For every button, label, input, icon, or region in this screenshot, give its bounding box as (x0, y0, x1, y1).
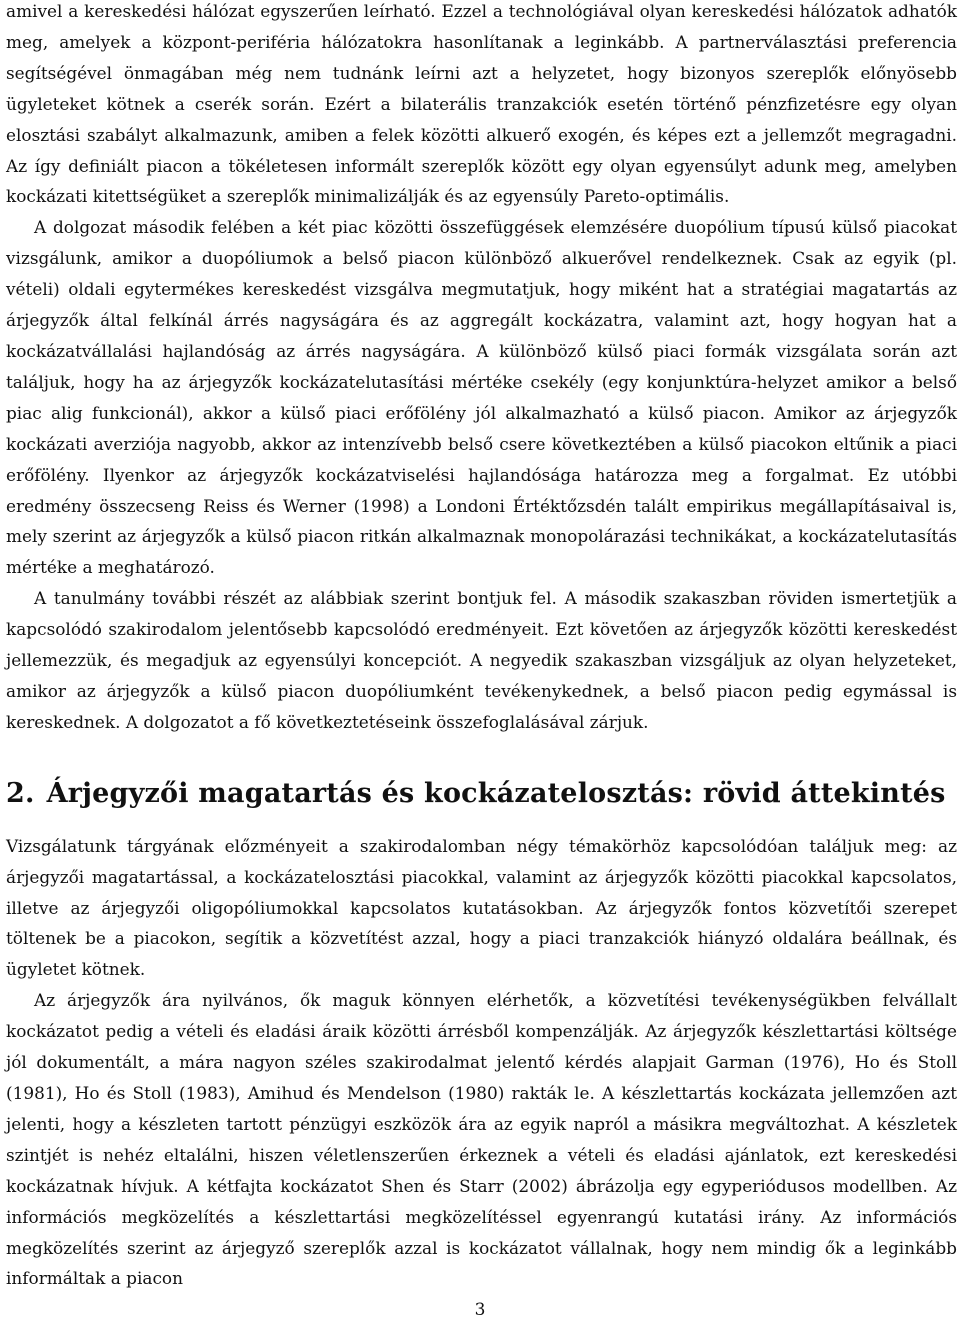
section-heading (6, 776, 957, 812)
document-page (6, 0, 957, 1294)
section-title: Árjegyzői magatartás és kockázatelosztás: rövid áttekintés (46, 777, 946, 809)
section-number: 2. (6, 777, 35, 809)
paragraph-intro-2: A dolgozat második felében a két piac közötti összefüggések elemzésére duopólium típusú külső piacokat vizsgálunk, amikor a duopóliumok a belső piacon különböző alkuerővel rendelkeznek. Csak az egyik (pl. vételi) oldali egytermékes kereskedést vizsgálva megmutatjuk, hogy miként hat a stratégiai magatartás az árjegyzők által felkínál árrés nagyságára és az aggregált kockázatra, valamint azt, hogy hogyan hat a kockázatvállalási hajlandóság az árrés nagyságára. A különböző külső piaci formák vizsgálata során azt találjuk, hogy ha az árjegyzők kockázatelutasítási mértéke csekély (egy konjunktúra-helyzet amikor a belső piac alig funkcionál), akkor a külső piaci erőfölény jól alkalmazható a külső piacon. Amikor az árjegyzők kockázati averziója nagyobb, akkor az intenzívebb belső csere következtében a külső piacokon eltűnik a piaci erőfölény. Ilyenkor az árjegyzők kockázatviselési hajlandósága határozza meg a forgalmat. Ez utóbbi eredmény összecseng Reiss és Werner (1998) a Londoni Értéktőzsdén talált empirikus megállapításaival is, mely szerint az árjegyzők a külső piacon ritkán alkalmaznak monopolárazási technikákat, a kockázatelutasítás mértéke a meghatározó. (6, 217, 957, 578)
page-number: 3 (474, 1300, 486, 1320)
paragraph-intro-1: amivel a kereskedési hálózat egyszerűen leírható. Ezzel a technológiával olyan kereskedési hálózatok adhatók meg, amelyek a központ-periféria hálózatokra hasonlítanak a leginkább. A partnerválasztási preferencia segítségével önmagában még nem tudnánk leírni azt a helyzetet, hogy bizonyos szereplők előnyösebb ügyleteket kötnek a cserék során. Ezért a bilaterális tranzakciók esetén történő pénzfizetésre egy olyan elosztási szabályt alkalmazunk, amiben a felek közötti alkuerő exogén, és képes ezt a jellemzőt megragadni. Az így definiált piacon a tökéletesen informált szereplők között egy olyan egyensúlyt adunk meg, amelyben kockázati kitettségüket a szereplők minimalizálják és az egyensúly Pareto-optimális. (6, 1, 957, 207)
paragraph-section-1: Vizsgálatunk tárgyának előzményeit a szakirodalomban négy témakörhöz kapcsolódóan találjuk meg: az árjegyzői magatartással, a kockázatelosztási piacokkal, valamint az árjegyzők közötti piacokkal kapcsolatos, illetve az árjegyzői oligopóliumokkal kapcsolatos kutatásokban. Az árjegyzők fontos közvetítői szerepet töltenek be a piacokon, segítik a közvetítést azzal, hogy a piaci tranzakciók hiányzó oldalára beállnak, és ügyletet kötnek. (6, 835, 957, 980)
paragraph-section-2: Az árjegyzők ára nyilvános, ők maguk könnyen elérhetők, a közvetítési tevékenységükben felvállalt kockázatot pedig a vételi és eladási áraik közötti árrésből kompenzálják. Az árjegyzők készlettartási költsége jól dokumentált, a mára nagyon széles szakirodalmat jelentő kérdés alapjait Garman (1976), Ho és Stoll (1981), Ho és Stoll (1983), Amihud és Mendelson (1980) rakták le. A készlettartás kockázata jellemzően azt jelenti, hogy a készleten tartott pénzügyi eszközök ára az egyik napról a másikra megváltozhat. A készletek szintjét is nehéz eltalálni, hiszen véletlenszerűen érkeznek a vételi és eladási ajánlatok, ezt kereskedési kockázatnak hívjuk. A kétfajta kockázatot Shen és Starr (2002) ábrázolja egy egyperiódusos modellben. Az információs megközelítés a készlettartási megközelítéssel egyenrangú kutatási irány. Az információs megközelítés szerint az árjegyző szereplők azzal is kockázatot vállalnak, hogy nem mindig ők a leginkább informáltak a piacon (6, 990, 957, 1289)
paragraph-intro-3: A tanulmány további részét az alábbiak szerint bontjuk fel. A második szakaszban röviden ismertetjük a kapcsolódó szakirodalom jelentősebb kapcsolódó eredményeit. Ezt követően az árjegyzők közötti kereskedést jellemezzük, és megadjuk az egyensúlyi koncepciót. A negyedik szakaszban vizsgáljuk az olyan helyzeteket, amikor az árjegyzők a külső piacon duopóliumként tevékenykednek, a belső piacon pedig egymással is kereskednek. A dolgozatot a fő következtetéseink összefoglalásával zárjuk. (6, 588, 957, 732)
